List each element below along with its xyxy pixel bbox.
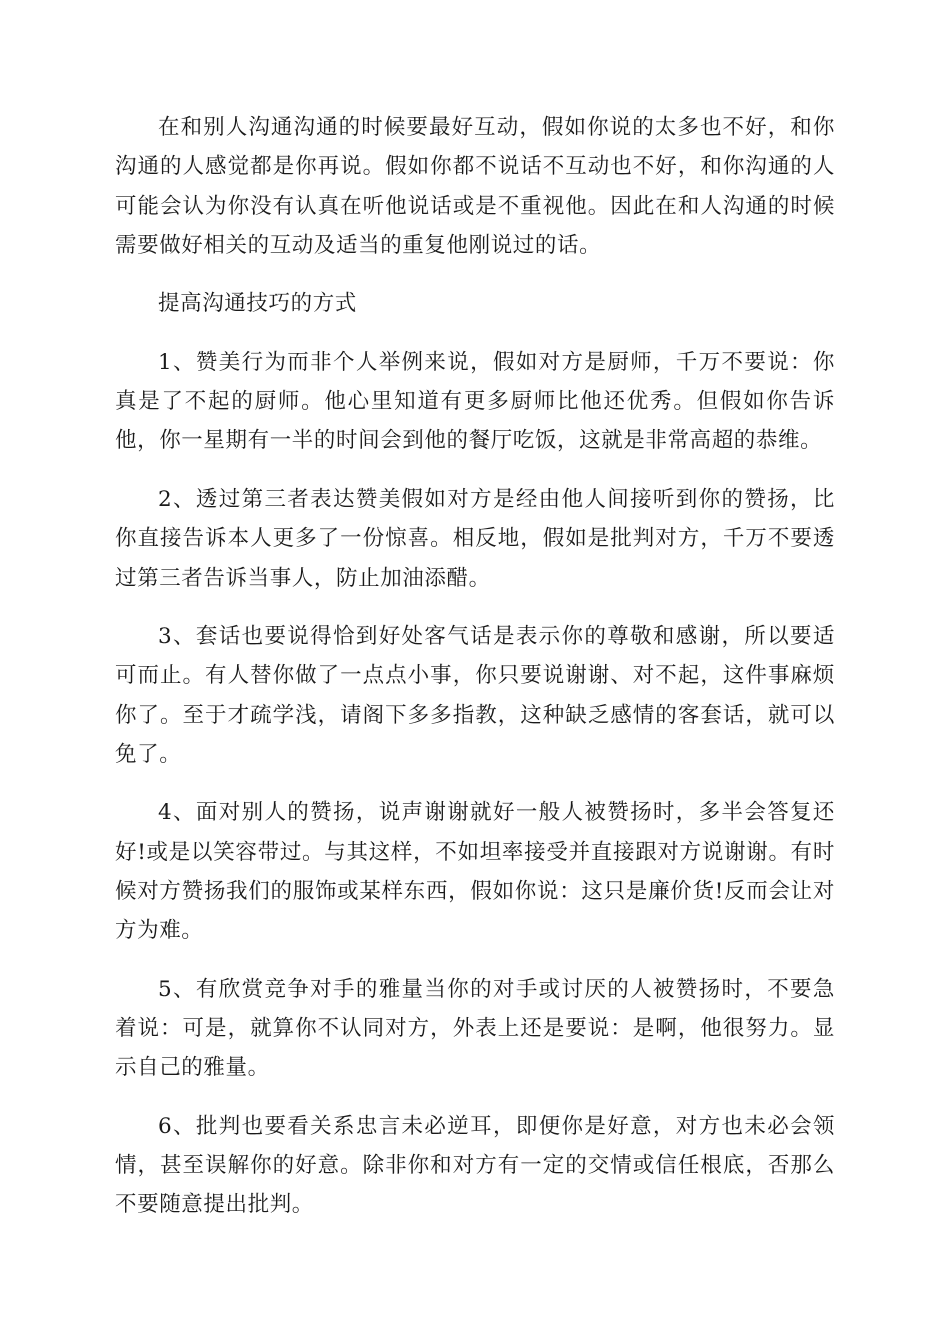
document-body bbox=[115, 108, 835, 1244]
list-item-5: 5、有欣赏竞争对手的雅量当你的对手或讨厌的人被赞扬时，不要急着说：可是，就算你不认同对方，外表上还是要说：是啊，他很努力。显示自己的雅量。 bbox=[115, 976, 835, 1081]
list-item-2: 2、透过第三者表达赞美假如对方是经由他人间接听到你的赞扬，比你直接告诉本人更多了一份惊喜。相反地，假如是批判对方，千万不要透过第三者告诉当事人，防止加油添醋。 bbox=[115, 486, 835, 591]
list-item-4: 4、面对别人的赞扬，说声谢谢就好一般人被赞扬时，多半会答复还好!或是以笑容带过。与其这样，不如坦率接受并直接跟对方说谢谢。有时候对方赞扬我们的服饰或某样东西，假如你说：这只是廉价货!反而会让对方为难。 bbox=[115, 800, 835, 944]
intro-paragraph: 在和别人沟通沟通的时候要最好互动，假如你说的太多也不好，和你沟通的人感觉都是你再说。假如你都不说话不互动也不好，和你沟通的人可能会认为你没有认真在听他说话或是不重视他。因此在和人沟通的时候需要做好相关的互动及适当的重复他刚说过的话。 bbox=[115, 115, 835, 258]
list-item-3: 3、套话也要说得恰到好处客气话是表示你的尊敬和感谢，所以要适可而止。有人替你做了一点点小事，你只要说谢谢、对不起，这件事麻烦你了。至于才疏学浅，请阁下多多指教，这种缺乏感情的客套话，就可以免了。 bbox=[115, 624, 835, 767]
list-item-6: 6、批判也要看关系忠言未必逆耳，即便你是好意，对方也未必会领情，甚至误解你的好意。除非你和对方有一定的交情或信任根底，否那么不要随意提出批判。 bbox=[115, 1113, 835, 1218]
list-item-1: 1、赞美行为而非个人举例来说，假如对方是厨师，千万不要说：你真是了不起的厨师。他心里知道有更多厨师比他还优秀。但假如你告诉他，你一星期有一半的时间会到他的餐厅吃饭，这就是非常高超的恭维。 bbox=[115, 349, 835, 454]
section-heading: 提高沟通技巧的方式 bbox=[158, 291, 357, 317]
